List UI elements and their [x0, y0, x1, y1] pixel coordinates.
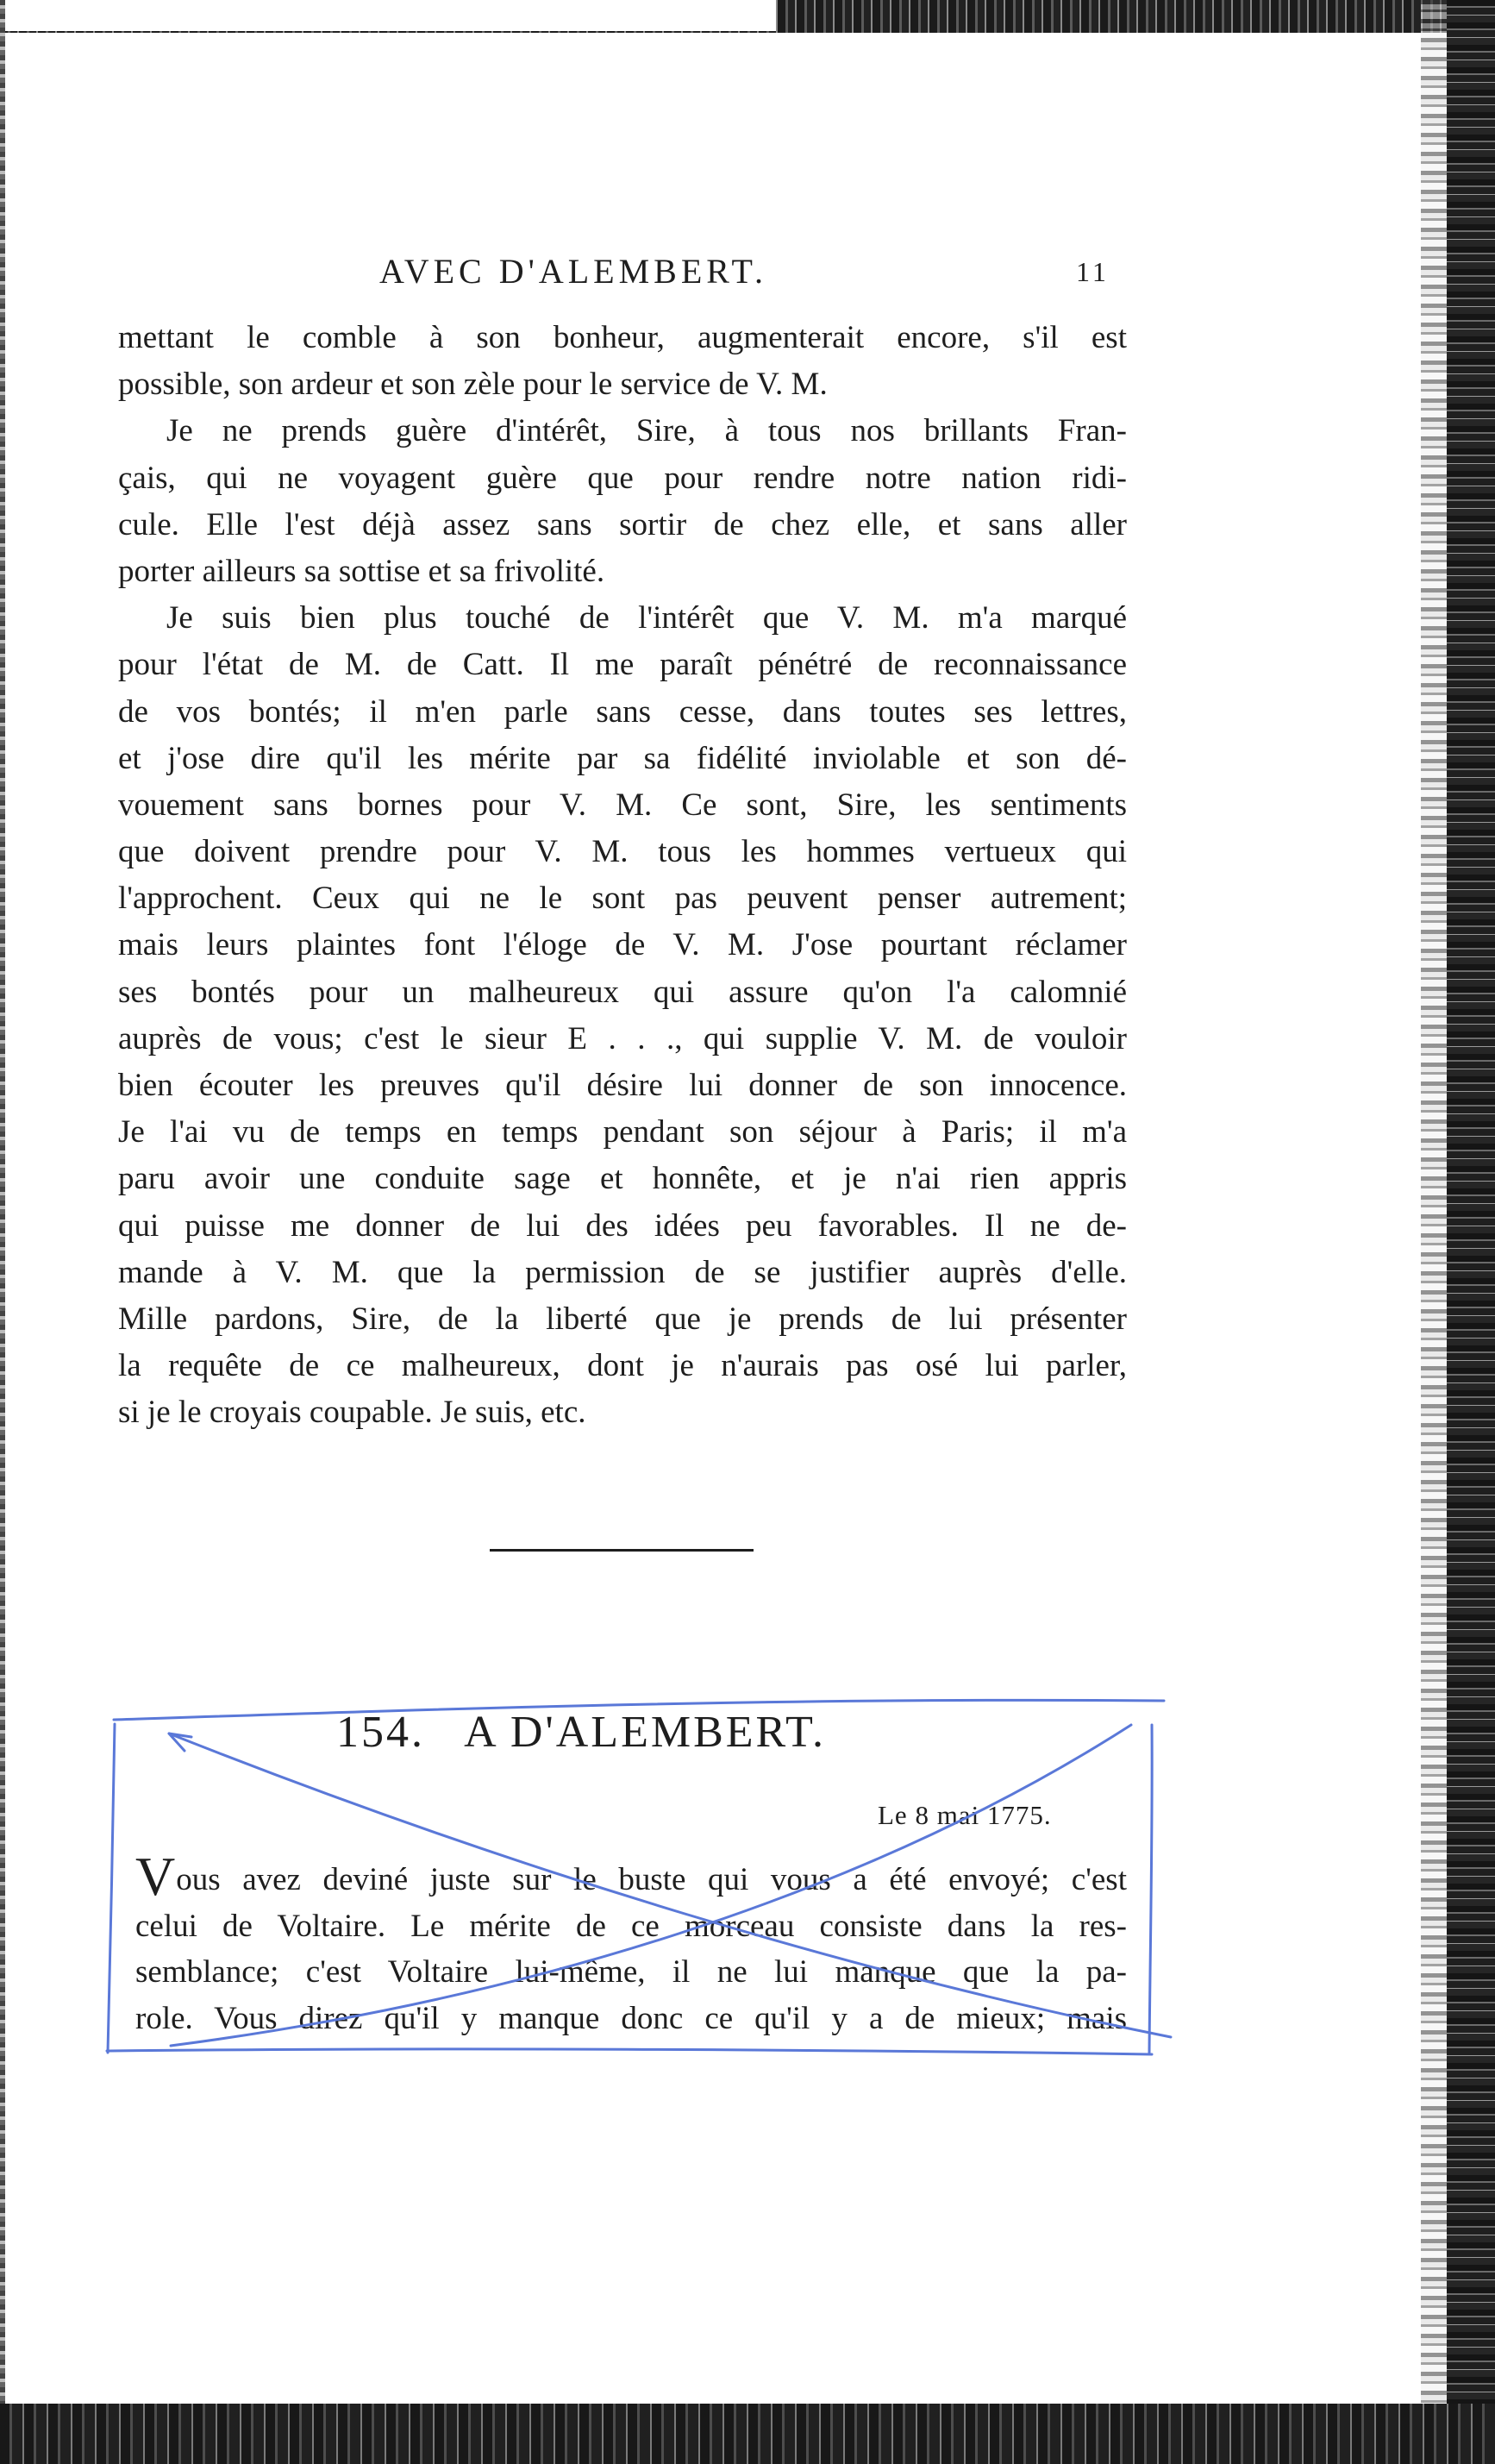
text-line: que doivent prendre pour V. M. tous les hommes vertueux qui [118, 834, 1127, 870]
letter-date: Le 8 mai 1775. [878, 1800, 1052, 1830]
text-line: role. Vous direz qu'il y manque donc ce qu'il y a de mieux; mais [135, 2000, 1127, 2036]
text-line: et j'ose dire qu'il les mérite par sa fidélité inviolable et son dé- [118, 740, 1127, 776]
text-line: mais leurs plaintes font l'éloge de V. M. J'ose pourtant réclamer [118, 927, 1127, 963]
body-text [118, 315, 1127, 1437]
scan-edge-right [1447, 0, 1495, 2464]
letter-number: 154. [336, 1708, 425, 1757]
text-line: paru avoir une conduite sage et honnête, et je n'ai rien appris [118, 1161, 1127, 1197]
text-line: l'approchent. Ceux qui ne le sont pas peuvent penser autrement; [118, 881, 1127, 917]
letter-text [135, 1846, 1127, 2041]
letter-heading [336, 1702, 826, 1763]
text-line: pour l'état de M. de Catt. Il me paraît pénétré de reconnaissance [118, 647, 1127, 683]
letter-title: A D'ALEMBERT. [464, 1708, 826, 1757]
text-line: la requête de ce malheureux, dont je n'aurais pas osé lui parler, [118, 1348, 1127, 1384]
annotation-box-bottom [107, 2049, 1152, 2054]
text-line: ses bontés pour un malheureux qui assure qu'on l'a calomnié [118, 974, 1127, 1010]
text-line: Je suis bien plus touché de l'intérêt que V. M. m'a marqué [166, 600, 1127, 636]
first-line-rest: ous avez deviné juste sur le buste qui vous a été envoyé; c'est [176, 1862, 1127, 1897]
text-line: Mille pardons, Sire, de la liberté que je prends de lui présenter [118, 1301, 1127, 1337]
text-line: qui puisse me donner de lui des idées peu favorables. Il ne de- [118, 1207, 1127, 1244]
annotation-box-left [108, 1724, 115, 2053]
text-line: celui de Voltaire. Le mérite de ce morceau consiste dans la res- [135, 1908, 1127, 1944]
running-head: AVEC D'ALEMBERT. [379, 252, 767, 291]
annotation-tick [169, 1734, 191, 1751]
text-line: auprès de vous; c'est le sieur E . . ., qui supplie V. M. de vouloir [118, 1020, 1127, 1056]
text-line: semblance; c'est Voltaire lui-même, il ne lui manque que la pa- [135, 1954, 1127, 1990]
scan-edge-left [0, 0, 5, 2464]
text-line: si je le croyais coupable. Je suis, etc. [118, 1395, 586, 1431]
section-rule [490, 1549, 754, 1552]
text-line: mande à V. M. que la permission de se justifier auprès d'elle. [118, 1254, 1127, 1290]
scan-edge-top-mask [0, 0, 776, 31]
text-line: cule. Elle l'est déjà assez sans sortir de chez elle, et sans aller [118, 506, 1127, 542]
text-line: de vos bontés; il m'en parle sans cesse, dans toutes ses lettres, [118, 693, 1127, 730]
page-header [0, 250, 1495, 293]
annotation-box-right [1149, 1725, 1152, 2053]
page-number: 11 [1076, 256, 1110, 287]
text-line: mettant le comble à son bonheur, augmenterait encore, s'il est [118, 320, 1127, 355]
text-line: bien écouter les preuves qu'il désire lui donner de son innocence. [118, 1068, 1127, 1103]
text-line: vouement sans bornes pour V. M. Ce sont, Sire, les sentiments [118, 787, 1127, 823]
drop-cap: V [135, 1846, 176, 1907]
text-line: possible, son ardeur et son zèle pour le service de V. M. [118, 367, 828, 403]
scan-edge-bottom [0, 2404, 1495, 2464]
text-line: Je l'ai vu de temps en temps pendant son séjour à Paris; il m'a [118, 1114, 1127, 1150]
text-line [135, 1846, 1127, 1907]
text-line: porter ailleurs sa sottise et sa frivolité. [118, 553, 605, 589]
text-line: çais, qui ne voyagent guère que pour rendre notre nation ridi- [118, 460, 1127, 496]
scan-edge-right-inner [1421, 0, 1447, 2464]
text-line: Je ne prends guère d'intérêt, Sire, à tous nos brillants Fran- [166, 413, 1127, 449]
